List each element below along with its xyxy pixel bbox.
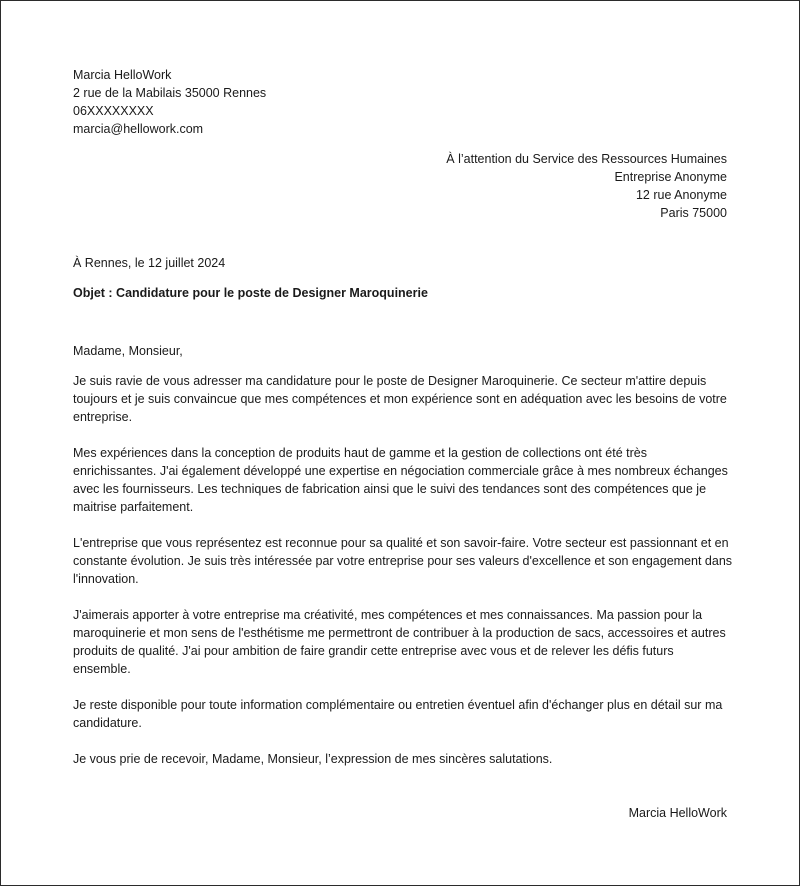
body-paragraph: Je reste disponible pour toute information complémentaire ou entretien éventuel afin d'échanger plus en détail sur ma candidature. — [73, 698, 723, 730]
recipient-block — [227, 150, 727, 222]
place-date: À Rennes, le 12 juillet 2024 — [73, 256, 226, 270]
letter-body — [73, 372, 733, 786]
recipient-attention: À l’attention du Service des Ressources Humaines — [446, 152, 727, 166]
sender-email: marcia@hellowork.com — [73, 122, 204, 136]
recipient-city: Paris 75000 — [660, 206, 727, 220]
body-paragraph: Mes expériences dans la conception de produits haut de gamme et la gestion de collections ont été très enrichissantes. J'ai également développé une expertise en négociation commerciale grâce à mes nombreux échanges avec les fournisseurs. Les techniques de fabrication ainsi que le suivi des tendances sont des compétences que je maitrise parfaitement. — [73, 446, 728, 514]
body-paragraph: J'aimerais apporter à votre entreprise ma créativité, mes compétences et mes connaissances. Ma passion pour la maroquinerie et mon sens de l'esthétisme me permettront de contribuer à la production de sacs, accessoires et autres produits de qualité. J'ai pour ambition de faire grandir cette entreprise avec vous et de relever les défis futurs ensemble. — [73, 608, 726, 676]
sender-address: 2 rue de la Mabilais 35000 Rennes — [73, 86, 267, 100]
recipient-street: 12 rue Anonyme — [635, 188, 727, 202]
closing-paragraph: Je vous prie de recevoir, Madame, Monsieur, l’expression de mes sincères salutations. — [73, 752, 553, 766]
body-paragraph: Je suis ravie de vous adresser ma candidature pour le poste de Designer Maroquinerie. Ce secteur m'attire depuis toujours et je suis convaincue que mes compétences et mon expérience sont en adéquation avec les besoins de votre entreprise. — [73, 374, 727, 424]
letter-subject: Objet : Candidature pour le poste de Designer Maroquinerie — [73, 286, 428, 300]
body-paragraph: L'entreprise que vous représentez est reconnue pour sa qualité et son savoir-faire. Votre secteur est passionnant et en constante évolution. Je suis très intéressée par votre entreprise pour ses valeurs d'excellence et son engagement dans l'innovation. — [73, 536, 733, 586]
signature: Marcia HelloWork — [628, 806, 727, 820]
sender-block — [73, 66, 473, 138]
sender-phone: 06XXXXXXXX — [73, 104, 154, 118]
sender-name: Marcia HelloWork — [73, 68, 172, 82]
salutation: Madame, Monsieur, — [73, 344, 183, 358]
recipient-company: Entreprise Anonyme — [614, 170, 727, 184]
